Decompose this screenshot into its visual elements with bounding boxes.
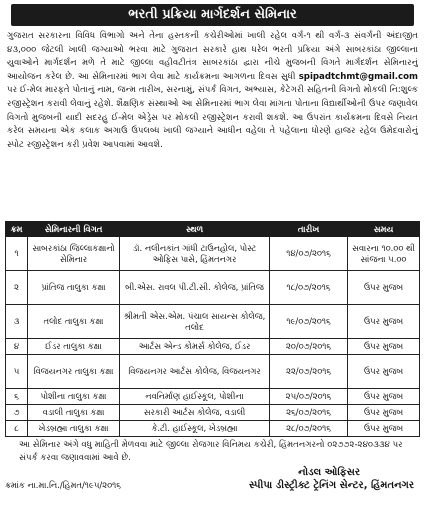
row-time: ઉપર મુજબ xyxy=(348,305,420,339)
row-date: ૨૮/૦૭/૨૦૧૬ xyxy=(270,421,348,437)
row-date: ૨૬/૦૭/૨૦૧૬ xyxy=(270,405,348,421)
row-seminar-detail: વડાલી તાલુકા કક્ષા xyxy=(28,405,120,421)
row-seminar-detail: ખેડબ્રહ્મા તાલુકા કક્ષા xyxy=(28,421,120,437)
row-date: ૧૯/૦૭/૨૦૧૬ xyxy=(270,305,348,339)
row-venue: આર્ટસ એન્ડ કોમર્સ કોલેજ, ઈડર xyxy=(120,339,270,355)
row-time: ઉપર મુજબ xyxy=(348,389,420,405)
row-seminar-detail: સાબરકાંઠા જિલ્લાકક્ષાનો સેમિનાર xyxy=(28,237,120,271)
row-serial: ૮ xyxy=(6,421,28,437)
row-seminar-detail: ઈડર તાલુકા કક્ષા xyxy=(28,339,120,355)
row-venue: સરકારી આર્ટસ કોલેજ, વડાલી xyxy=(120,405,270,421)
row-seminar-detail: વિજયનગર તાલુકા કક્ષા xyxy=(28,355,120,389)
row-time: ઉપર મુજબ xyxy=(348,405,420,421)
row-venue: બી.એસ. રાવલ પી.ટી.સી. કોલેજ, પ્રાંતિજ xyxy=(120,271,270,305)
registration-email: spipadtchmt@gmail.com xyxy=(298,71,418,82)
header-serial: ક્રમ xyxy=(6,222,28,237)
header-time: સમય xyxy=(348,222,420,237)
seminar-schedule-table xyxy=(5,221,420,437)
table-row xyxy=(6,421,420,437)
row-venue: નવનિર્માણ હાઈસ્કૂલ, પોશીના xyxy=(120,389,270,405)
row-seminar-detail: પ્રાંતિજ તાલુકા કક્ષા xyxy=(28,271,120,305)
row-serial: ૧ xyxy=(6,237,28,271)
reference-number: ક્રમાંક ના.મા.નિ./હિમત/૧૯૫/૨૦૧૬ xyxy=(5,480,121,490)
row-date: ૨૫/૦૭/૨૦૧૬ xyxy=(270,389,348,405)
intro-text-after-email: પર ઈ-મેલ મારફતે પોતાનું નામ, જન્મ તારીખ, સરનામું, સંપર્ક વિગત, અભ્યાસ, કેટેગરી સહિતની વિગતો મોકલી નિ:શુલ્ક રજીસ્ટ્રેશન કરાવી લેવાનું રહેશે. શૈક્ષણિક સંસ્થાઓ આ સેમિનારમાં ભાગ લેવા માંગતા પોતાના વિદ્યાર્થીઓની ઉપર જણાવેલ વિગતો મુજબની યાદી સદરહુ ઈ-મેલ એડ્રેસ પર મોકલી રજીસ્ટ્રેશન કરાવી શકશે. આ ઉપરાંત કાર્યક્રમના દિવસે નિયત કરેલ સમયના એક કલાક અગાઉ ઉપલબ્ધ ખાલી જગ્યાને આધીન વહેલા તે પહેલાના ધોરણે હાજર રહેલ ઉમેદવારોનું સ્પોટ રજીસ્ટ્રેશન કરી પ્રવેશ આપવામાં આવશે. xyxy=(7,85,418,150)
row-time: ઉપર મુજબ xyxy=(348,421,420,437)
row-time: ઉપર મુજબ xyxy=(348,339,420,355)
intro-text-before-email: ગુજરાત સરકારના વિવિધ વિભાગો અને તેના હસ્તકની કચેરીઓમાં ખાલી રહેલ વર્ગ-૧ થી વર્ગ-૩ સંવર્ગની અંદાજીત ૪૩,૦૦૦ જેટલી ખાલી જગ્યાઓ ભરવા માટે ગુજરાત સરકારે હાથ ધરેલ ભરતી પ્રક્રિયા અંગે સાબરકાંઠા જીલ્લાના યુવાઓને માર્ગદર્શન મળે તે માટે જીલ્લા વહીવટીતંત્ર સાબરકાંઠા દ્વારા નીચે મુજબની વિગતે માર્ગદર્શન સેમિનારનું આયોજન કરેલ છે. આ સેમિનારમાં ભાગ લેવા માટે કાર્યક્રમના આગળના દિવસ સુધી xyxy=(7,31,418,82)
row-serial: ૪ xyxy=(6,339,28,355)
row-date: ૨૨/૦૭/૨૦૧૬ xyxy=(270,355,348,389)
header-venue: સ્થળ xyxy=(120,222,270,237)
table-row xyxy=(6,355,420,389)
row-time: સવારના ૧૦.૦૦ થી સાંજના ૫.૦૦ xyxy=(348,237,420,271)
table-row xyxy=(6,305,420,339)
issuing-office: સ્પીપા ડીસ્ટ્રીક્ટ ટ્રેનિંગ સેન્ટર, હિંમતનગર xyxy=(249,480,414,491)
row-serial: ૨ xyxy=(6,271,28,305)
header-seminar-detail: સેમિનારની વિગત xyxy=(28,222,120,237)
closing-paragraph: આ સેમિનાર અંગે વધુ માહિતી મેળવવા માટે જીલ્લા રોજગાર વિનિમય કચેરી, હિંમતનગરનો ૦૨૭૭૨-૨૪૦૩૩૪ પર સંપર્ક કરવા જણાવવામાં આવે છે. xyxy=(19,440,403,463)
table-row xyxy=(6,405,420,421)
row-seminar-detail: તલોદ તાલુકા કક્ષા xyxy=(28,305,120,339)
row-serial: ૭ xyxy=(6,405,28,421)
page-title: ભરતી પ્રક્રિયા માર્ગદર્શન સેમિનાર xyxy=(11,4,414,26)
row-date: ૧૪/૦૭/૨૦૧૬ xyxy=(270,237,348,271)
table-row xyxy=(6,389,420,405)
row-serial: ૩ xyxy=(6,305,28,339)
row-time: ઉપર મુજબ xyxy=(348,355,420,389)
table-row xyxy=(6,237,420,271)
row-date: ૧૮/૦૭/૨૦૧૬ xyxy=(270,271,348,305)
row-date: ૨૦/૦૭/૨૦૧૬ xyxy=(270,339,348,355)
row-serial: ૫ xyxy=(6,355,28,389)
row-venue: શ્રીમતી એસ.એમ. પંચાલ સાયન્સ કોલેજ, તલોદ xyxy=(120,305,270,339)
row-venue: કે.ટી. હાઈસ્કૂલ, ખેડબ્રહ્મા xyxy=(120,421,270,437)
footer xyxy=(5,480,420,491)
row-time: ઉપર મુજબ xyxy=(348,271,420,305)
row-venue: ડૉ. નલીનકાંત ગાંધી ટાઉનહોલ, પોસ્ટ ઓફિસ પાસે, હિંમતનગર xyxy=(120,237,270,271)
row-seminar-detail: પોશીના તાલુકા કક્ષા xyxy=(28,389,120,405)
row-venue: વિજયનગર આર્ટસ કોલેજ, વિજયનગર xyxy=(120,355,270,389)
intro-paragraph xyxy=(7,30,418,218)
row-serial: ૬ xyxy=(6,389,28,405)
table-row xyxy=(6,339,420,355)
table-row xyxy=(6,271,420,305)
table-header-row xyxy=(6,222,420,237)
header-date: તારીખ xyxy=(270,222,348,237)
nodal-officer-title: નોડલ ઓફિસર xyxy=(298,467,360,478)
